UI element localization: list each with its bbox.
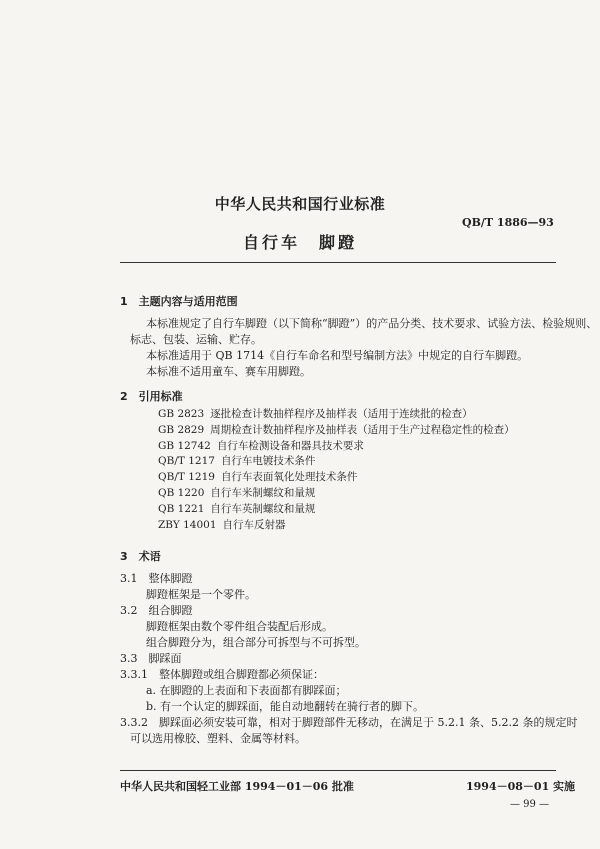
section-3-2-heading: 3.2 组合脚蹬 — [120, 604, 193, 617]
section-3-2-text-2: 组合脚蹬分为，组合部分可拆型与不可拆型。 — [146, 636, 366, 649]
reference-item — [158, 454, 515, 470]
document-title: 自行车 脚蹬 — [242, 233, 357, 252]
section-1-paragraph-1-line-2: 标志、包装、运输、贮存。 — [130, 333, 262, 346]
title-divider — [120, 262, 556, 263]
section-3-2-text-1: 脚蹬框架由数个零件组合装配后形成。 — [146, 620, 333, 633]
footer-divider — [120, 770, 556, 771]
section-3-1-heading: 3.1 整体脚蹬 — [120, 572, 193, 585]
reference-code: GB 2823 — [158, 408, 205, 420]
reference-item — [158, 407, 515, 423]
section-3-1-text: 脚蹬框架是一个零件。 — [146, 588, 256, 601]
standard-code: QB/T 1886—93 — [462, 216, 554, 229]
implementation-date: 1994－08－01 实施 — [466, 780, 576, 793]
reference-title: 逐批检查计数抽样程序及抽样表（适用于连续批的检查） — [210, 408, 473, 420]
reference-title: 自行车检测设备和器具技术要求 — [216, 439, 364, 452]
reference-item — [158, 502, 515, 518]
reference-title: 周期检查计数抽样程序及抽样表（适用于生产过程稳定性的检查） — [210, 423, 515, 436]
reference-list — [158, 407, 515, 533]
section-1-paragraph-2: 本标准适用于 QB 1714《自行车命名和型号编制方法》中规定的自行车脚蹬。 — [146, 349, 529, 362]
section-3-3-1-item-a: a. 在脚蹬的上表面和下表面都有脚踩面； — [146, 684, 347, 697]
section-2-heading: 2 引用标准 — [120, 390, 183, 403]
reference-code: QB/T 1219 — [158, 471, 215, 484]
reference-code: QB 1220 — [158, 486, 205, 499]
section-1-paragraph-1-line-1: 本标准规定了自行车脚蹬（以下简称“脚蹬”）的产品分类、技术要求、试验方法、检验规则、 — [146, 317, 598, 330]
reference-code: ZBY 14001 — [158, 518, 217, 531]
section-1-heading: 1 主题内容与适用范围 — [120, 295, 238, 308]
reference-code: GB 12742 — [158, 439, 211, 452]
section-1-paragraph-3: 本标准不适用童车、赛车用脚蹬。 — [146, 365, 311, 378]
reference-title: 自行车表面氧化处理技术条件 — [220, 471, 358, 484]
reference-item — [158, 518, 515, 534]
reference-title: 自行车反射器 — [222, 518, 286, 531]
reference-title: 自行车电镀技术条件 — [220, 455, 316, 468]
section-3-heading: 3 术语 — [120, 550, 161, 563]
reference-code: QB 1221 — [158, 502, 205, 515]
reference-item — [158, 486, 515, 502]
section-3-3-heading: 3.3 脚踩面 — [120, 652, 182, 665]
section-3-3-2-line-2: 可以选用橡胶、塑料、金属等材料。 — [130, 732, 306, 745]
section-3-3-2-line-1: 3.3.2 脚踩面必须安装可靠，相对于脚蹬部件无移动，在满足于 5.2.1 条、5.2.2 条的规定时 — [120, 716, 578, 729]
reference-title: 自行车米制螺纹和量规 — [210, 486, 316, 499]
section-3-3-1-item-b: b. 有一个认定的脚踩面，能自动地翻转在骑行者的脚下。 — [146, 700, 425, 713]
approval-note: 中华人民共和国轻工业部 1994－01－06 批准 — [120, 780, 354, 793]
reference-code: GB 2829 — [158, 423, 205, 436]
section-3-3-1: 3.3.1 整体脚蹬或组合脚蹬都必须保证： — [120, 668, 324, 681]
page-number: — 99 — — [510, 799, 550, 810]
ministry-standard-heading: 中华人民共和国行业标准 — [214, 195, 386, 213]
reference-item — [158, 439, 515, 455]
reference-title: 自行车英制螺纹和量规 — [210, 502, 316, 515]
reference-item — [158, 423, 515, 439]
reference-code: QB/T 1217 — [158, 455, 215, 468]
reference-item — [158, 470, 515, 486]
